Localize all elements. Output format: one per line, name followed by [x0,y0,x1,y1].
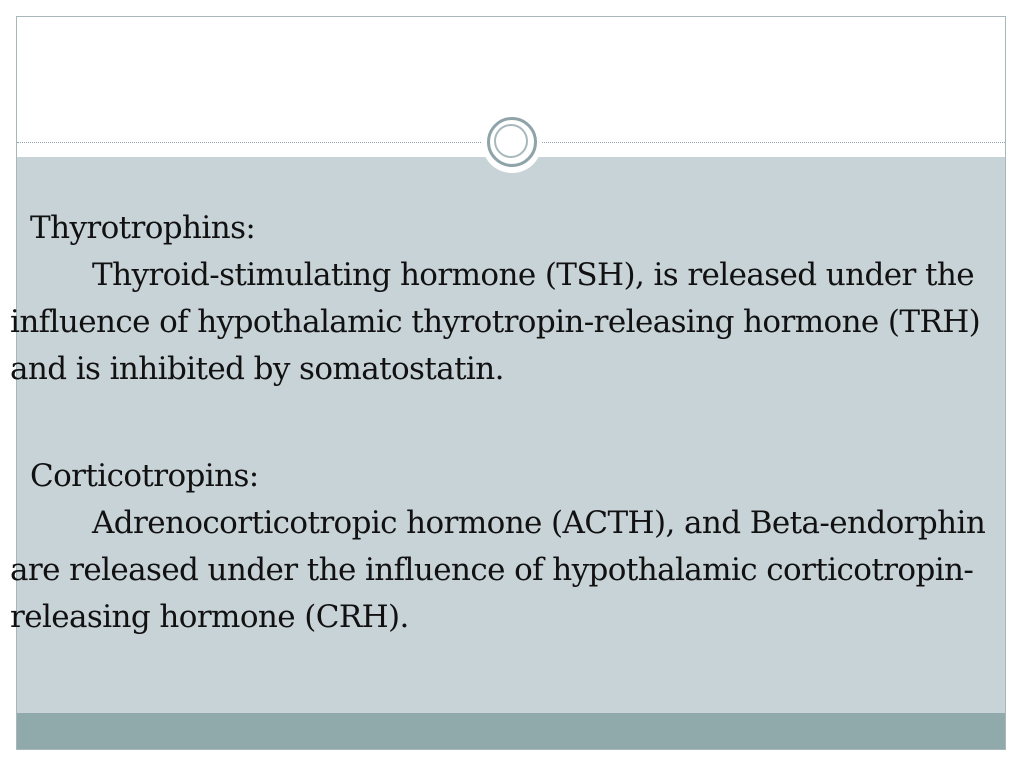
slide-body [10,205,1010,641]
section-body-corticotropins: Adrenocorticotropic hormone (ACTH), and Beta-endorphin are released under the influence of hypothalamic corticotropin-releasing hormone (CRH). [10,505,986,635]
section-heading-thyrotrophins: Thyrotrophins: [30,210,256,246]
section-body-thyrotrophins: Thyroid-stimulating hormone (TSH), is released under the influence of hypothalamic thyrotropin-releasing hormone (TRH) and is inhibited by somatostatin. [10,257,981,387]
circle-ornament-inner [494,124,528,158]
footer-band [17,713,1005,749]
section-heading-corticotropins: Corticotropins: [30,458,259,494]
